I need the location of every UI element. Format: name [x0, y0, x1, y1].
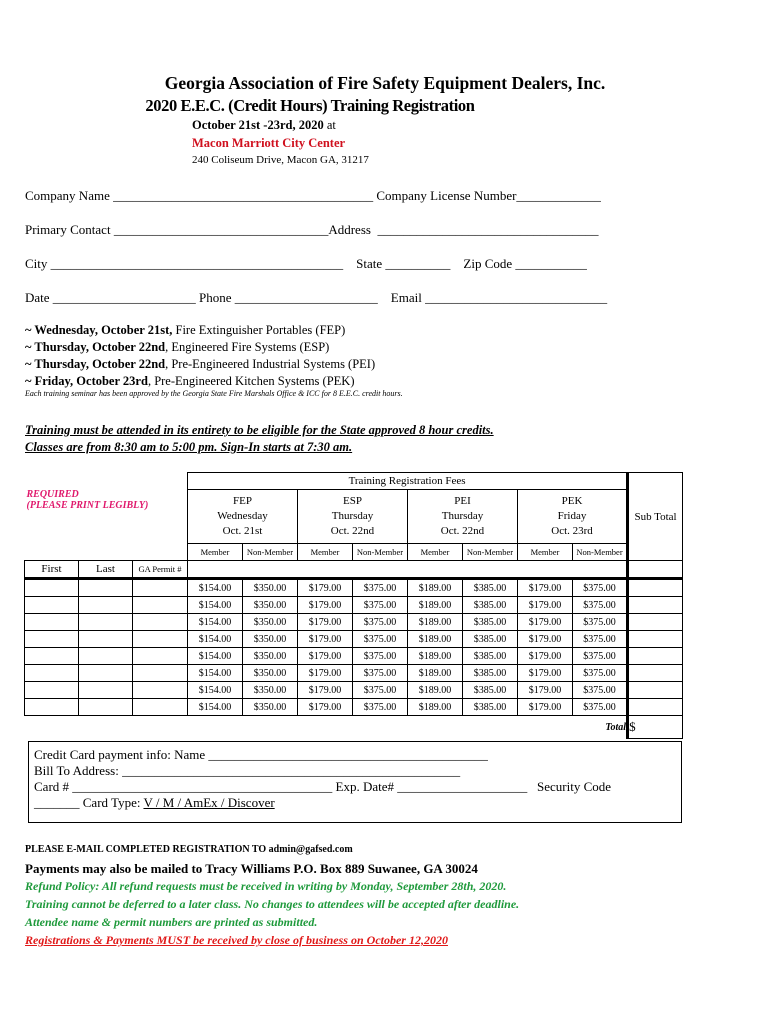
ga-permit-cell[interactable]: [133, 682, 188, 699]
table-row: [25, 648, 683, 665]
price-cell[interactable]: $154.00: [188, 665, 243, 682]
price-cell[interactable]: $179.00: [298, 614, 353, 631]
header-spacer: [188, 561, 628, 579]
price-cell[interactable]: $375.00: [573, 579, 628, 597]
last-name-cell[interactable]: [79, 699, 133, 716]
table-row: [25, 699, 683, 716]
price-cell[interactable]: $154.00: [188, 648, 243, 665]
first-name-cell[interactable]: [25, 614, 79, 631]
price-cell[interactable]: $189.00: [408, 648, 463, 665]
member-header: Member: [298, 544, 353, 561]
price-cell[interactable]: $189.00: [408, 699, 463, 716]
subtotal-cell[interactable]: [628, 597, 683, 614]
company-row[interactable]: Company Name ________________________________________ Company License Number_____________: [25, 188, 601, 203]
table-row: [25, 682, 683, 699]
cc-name-line[interactable]: Credit Card payment info: Name ___________________________________________: [34, 747, 488, 762]
price-cell[interactable]: $350.00: [243, 682, 298, 699]
price-cell[interactable]: $350.00: [243, 665, 298, 682]
approval-note: Each training seminar has been approved by the Georgia State Fire Marshals Office & ICC for 8 E.E.C. credit hours.: [25, 389, 403, 398]
price-cell[interactable]: $385.00: [463, 682, 518, 699]
non-member-header: Non-Member: [243, 544, 298, 561]
refund-policy: Refund Policy: All refund requests must be received in writing by Monday, September 28th, 2020.: [25, 879, 507, 893]
price-cell[interactable]: $375.00: [353, 648, 408, 665]
required-label: REQUIRED (PLEASE PRINT LEGIBLY): [25, 473, 188, 561]
price-cell[interactable]: $385.00: [463, 614, 518, 631]
contact-row[interactable]: Primary Contact _________________________________Address __________________________________: [25, 222, 599, 237]
subtotal-cell[interactable]: [628, 648, 683, 665]
table-row: [25, 597, 683, 614]
price-cell[interactable]: $179.00: [298, 597, 353, 614]
ga-permit-cell[interactable]: [133, 699, 188, 716]
email-instruction: PLEASE E-MAIL COMPLETED REGISTRATION TO admin@gafsed.com: [25, 844, 353, 855]
ga-permit-cell[interactable]: [133, 597, 188, 614]
price-cell[interactable]: $179.00: [298, 682, 353, 699]
price-cell[interactable]: $350.00: [243, 648, 298, 665]
page-subtitle: 2020 E.E.C. (Credit Hours) Training Registration: [145, 96, 475, 115]
deferral-policy: Training cannot be deferred to a later class. No changes to attendees will be accepted after deadline.: [25, 897, 520, 911]
price-cell[interactable]: $375.00: [573, 682, 628, 699]
subtotal-cell[interactable]: [628, 699, 683, 716]
price-cell[interactable]: $179.00: [518, 699, 573, 716]
session-fep: ~ Wednesday, October 21st, Fire Extinguisher Portables (FEP): [25, 323, 346, 337]
page-title: Georgia Association of Fire Safety Equipment Dealers, Inc.: [164, 73, 606, 93]
price-cell[interactable]: $385.00: [463, 597, 518, 614]
session-esp: ~ Thursday, October 22nd, Engineered Fire Systems (ESP): [25, 340, 330, 354]
ga-permit-header: GA Permit #: [133, 561, 188, 579]
card-type-line[interactable]: _______ Card Type: V / M / AmEx / Discover: [34, 795, 275, 810]
event-venue: Macon Marriott City Center: [192, 136, 346, 150]
first-name-cell[interactable]: [25, 579, 79, 597]
ga-permit-cell[interactable]: [133, 614, 188, 631]
price-cell[interactable]: $350.00: [243, 579, 298, 597]
session-pei: ~ Thursday, October 22nd, Pre-Engineered Industrial Systems (PEI): [25, 357, 376, 371]
member-header: Member: [518, 544, 573, 561]
price-cell[interactable]: $350.00: [243, 699, 298, 716]
member-header: Member: [408, 544, 463, 561]
price-cell[interactable]: $189.00: [408, 631, 463, 648]
price-cell[interactable]: $350.00: [243, 597, 298, 614]
price-cell[interactable]: $375.00: [353, 682, 408, 699]
price-cell[interactable]: $375.00: [573, 631, 628, 648]
first-name-cell[interactable]: [25, 682, 79, 699]
price-cell[interactable]: $375.00: [573, 648, 628, 665]
event-dates: October 21st -23rd, 2020 at: [192, 118, 336, 132]
class-hours-notice: Classes are from 8:30 am to 5:00 pm. Sign-In starts at 7:30 am.: [25, 440, 353, 454]
table-row: [25, 614, 683, 631]
ga-permit-cell[interactable]: [133, 665, 188, 682]
first-name-cell[interactable]: [25, 699, 79, 716]
last-name-cell[interactable]: [79, 579, 133, 597]
price-cell[interactable]: $189.00: [408, 579, 463, 597]
course-esp: ESP Thursday Oct. 22nd: [298, 490, 408, 544]
first-name-cell[interactable]: [25, 597, 79, 614]
subtotal-cell[interactable]: [628, 614, 683, 631]
price-cell[interactable]: $385.00: [463, 579, 518, 597]
last-name-cell[interactable]: [79, 631, 133, 648]
ga-permit-cell[interactable]: [133, 648, 188, 665]
price-cell[interactable]: $385.00: [463, 699, 518, 716]
last-name-cell[interactable]: [79, 614, 133, 631]
price-cell[interactable]: $179.00: [298, 579, 353, 597]
first-name-header: First: [25, 561, 79, 579]
member-header: Member: [188, 544, 243, 561]
price-cell[interactable]: $179.00: [518, 614, 573, 631]
price-cell[interactable]: $189.00: [408, 682, 463, 699]
price-cell[interactable]: $385.00: [463, 648, 518, 665]
price-cell[interactable]: $154.00: [188, 682, 243, 699]
non-member-header: Non-Member: [573, 544, 628, 561]
last-name-cell[interactable]: [79, 648, 133, 665]
price-cell[interactable]: $179.00: [518, 579, 573, 597]
attendance-notice: Training must be attended in its entirety to be eligible for the State approved 8 hour credits.: [25, 423, 494, 437]
subtotal-cell[interactable]: [628, 682, 683, 699]
non-member-header: Non-Member: [353, 544, 408, 561]
subtotal-header: Sub Total: [628, 473, 683, 561]
price-cell[interactable]: $179.00: [298, 631, 353, 648]
price-cell[interactable]: $179.00: [518, 648, 573, 665]
price-cell[interactable]: $385.00: [463, 665, 518, 682]
table-row: [25, 665, 683, 682]
price-cell[interactable]: $154.00: [188, 699, 243, 716]
price-cell[interactable]: $385.00: [463, 631, 518, 648]
price-cell[interactable]: $189.00: [408, 614, 463, 631]
course-pei: PEI Thursday Oct. 22nd: [408, 490, 518, 544]
price-cell[interactable]: $154.00: [188, 631, 243, 648]
first-name-cell[interactable]: [25, 648, 79, 665]
price-cell[interactable]: $179.00: [298, 648, 353, 665]
price-cell[interactable]: $179.00: [518, 631, 573, 648]
subtotal-spacer: [628, 561, 683, 579]
price-cell[interactable]: $179.00: [518, 597, 573, 614]
price-cell[interactable]: $375.00: [573, 699, 628, 716]
first-name-cell[interactable]: [25, 665, 79, 682]
price-cell[interactable]: $154.00: [188, 579, 243, 597]
total-label: Total: [605, 721, 627, 733]
price-cell[interactable]: $375.00: [353, 579, 408, 597]
subtotal-cell[interactable]: [628, 631, 683, 648]
total-value[interactable]: $: [628, 716, 683, 739]
registration-table: [24, 472, 683, 739]
price-cell[interactable]: $375.00: [353, 631, 408, 648]
city-row[interactable]: City _____________________________________________ State __________ Zip Code ___________: [25, 256, 587, 271]
price-cell[interactable]: $154.00: [188, 597, 243, 614]
subtotal-cell[interactable]: [628, 665, 683, 682]
price-cell[interactable]: $179.00: [298, 665, 353, 682]
price-cell[interactable]: $375.00: [573, 614, 628, 631]
price-cell[interactable]: $179.00: [518, 665, 573, 682]
price-cell[interactable]: $189.00: [408, 597, 463, 614]
price-cell[interactable]: $179.00: [518, 682, 573, 699]
non-member-header: Non-Member: [463, 544, 518, 561]
table-row: [25, 579, 683, 597]
price-cell[interactable]: $375.00: [353, 614, 408, 631]
bill-to-line[interactable]: Bill To Address: ____________________________________________________: [34, 763, 461, 778]
table-row: [25, 631, 683, 648]
price-cell[interactable]: $375.00: [573, 597, 628, 614]
printed-note: Attendee name & permit numbers are printed as submitted.: [25, 915, 318, 929]
price-cell[interactable]: $350.00: [243, 614, 298, 631]
last-name-cell[interactable]: [79, 597, 133, 614]
event-address: 240 Coliseum Drive, Macon GA, 31217: [192, 154, 369, 166]
deadline-notice: Registrations & Payments MUST be received by close of business on October 12,2020: [25, 933, 448, 947]
last-name-cell[interactable]: [79, 665, 133, 682]
last-name-header: Last: [79, 561, 133, 579]
price-cell[interactable]: $375.00: [353, 665, 408, 682]
price-cell[interactable]: $154.00: [188, 614, 243, 631]
mail-instruction: Payments may also be mailed to Tracy Williams P.O. Box 889 Suwanee, GA 30024: [25, 861, 478, 876]
ga-permit-cell[interactable]: [133, 579, 188, 597]
subtotal-cell[interactable]: [628, 579, 683, 597]
card-number-line[interactable]: Card # ________________________________________ Exp. Date# ____________________ Security Code: [34, 779, 612, 794]
date-row[interactable]: Date ______________________ Phone ______________________ Email ____________________________: [25, 290, 608, 305]
total-spacer: [25, 716, 188, 739]
price-cell[interactable]: $375.00: [573, 665, 628, 682]
price-cell[interactable]: $375.00: [353, 597, 408, 614]
price-cell[interactable]: $179.00: [298, 699, 353, 716]
course-fep: FEP Wednesday Oct. 21st: [188, 490, 298, 544]
price-cell[interactable]: $375.00: [353, 699, 408, 716]
price-cell[interactable]: $350.00: [243, 631, 298, 648]
session-pek: ~ Friday, October 23rd, Pre-Engineered Kitchen Systems (PEK): [25, 374, 355, 388]
price-cell[interactable]: $189.00: [408, 665, 463, 682]
fees-title: Training Registration Fees: [188, 473, 628, 490]
first-name-cell[interactable]: [25, 631, 79, 648]
ga-permit-cell[interactable]: [133, 631, 188, 648]
course-pek: PEK Friday Oct. 23rd: [518, 490, 628, 544]
last-name-cell[interactable]: [79, 682, 133, 699]
